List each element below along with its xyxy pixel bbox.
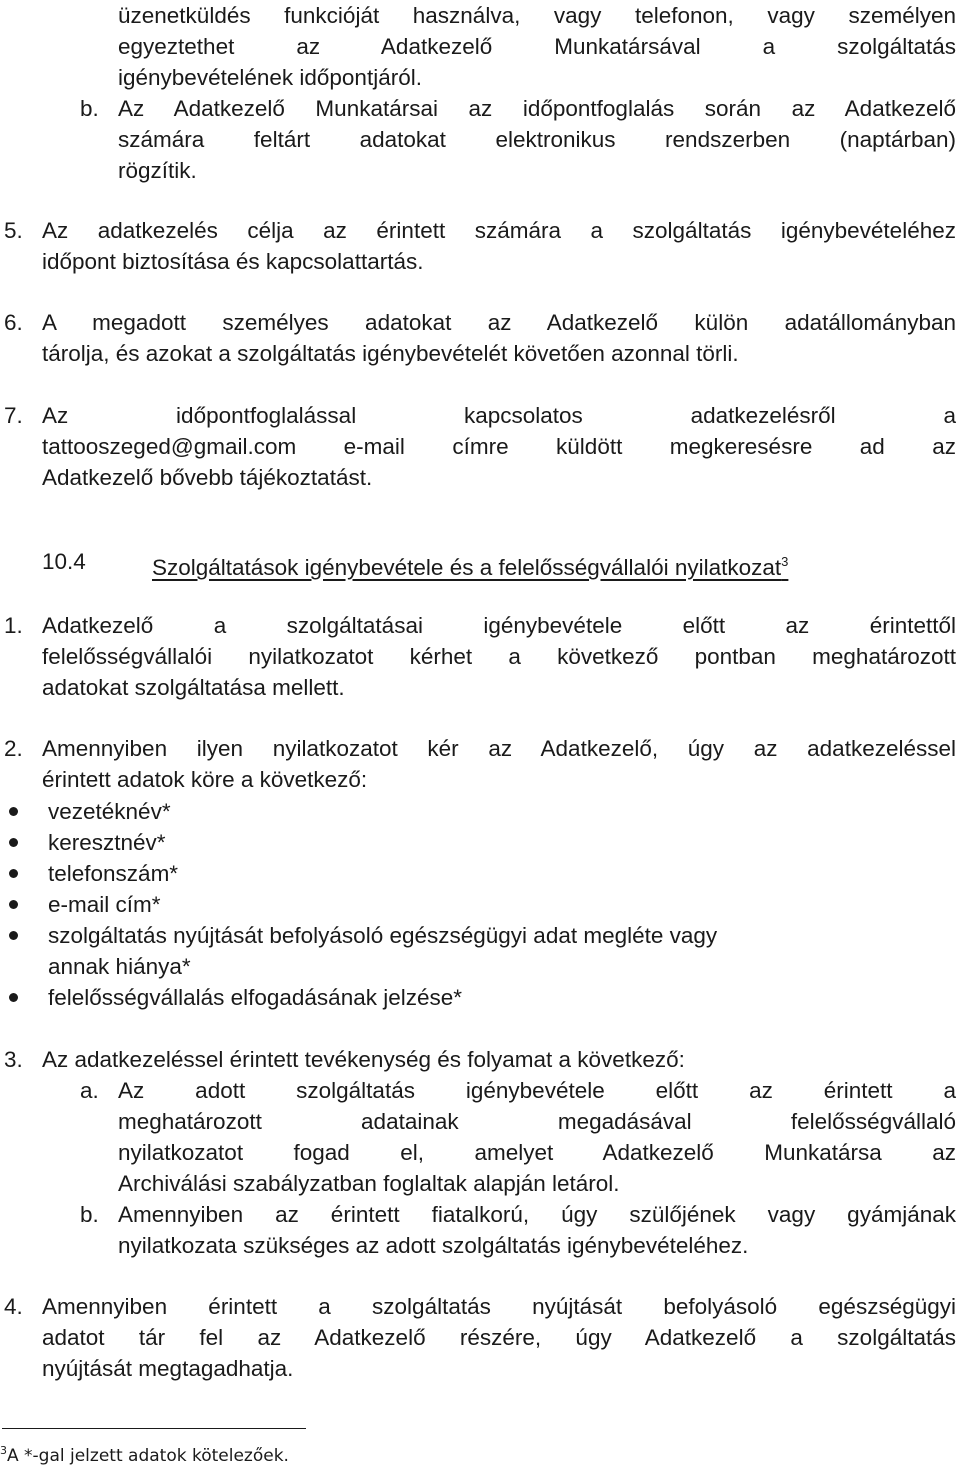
bullet-item: szolgáltatás nyújtását befolyásoló egészségügyi adat megléte vagy [48, 923, 718, 948]
text-line: Adatkezelő a szolgáltatásai igénybevétele előtt az érintettől [42, 613, 956, 638]
text-line: üzenetküldés funkcióját használva, vagy telefonon, vagy személyen [118, 3, 956, 28]
list-item-1 [42, 610, 956, 703]
bullet-dot [9, 993, 18, 1002]
paragraph-continuation [118, 0, 956, 93]
footnote-ref[interactable]: 3 [781, 554, 789, 569]
bullet-dot [9, 931, 18, 940]
text-line: A megadott személyes adatokat az Adatkezelő külön adatállományban [42, 310, 956, 335]
text-line: rögzítik. [118, 158, 197, 183]
text-line: nyilatkozatot fogad el, amelyet Adatkezelő Munkatársa az [118, 1140, 956, 1165]
list-marker: 3. [4, 1047, 23, 1072]
footnote [0, 1440, 289, 1467]
bullet-item: keresztnév* [48, 830, 166, 855]
list-item-5 [42, 215, 956, 277]
bullet-item: e-mail cím* [48, 892, 161, 917]
list-item-6 [42, 307, 956, 369]
text-line: Az adatkezelés célja az érintett számára a szolgáltatás igénybevételéhez [42, 218, 956, 243]
bullet-item: vezetéknév* [48, 799, 171, 824]
bullet-dot [9, 869, 18, 878]
list-marker: 6. [4, 310, 23, 335]
list-item-3b [118, 1199, 956, 1261]
footnote-text: A *-gal jelzett adatok kötelezőek. [7, 1446, 289, 1466]
bullet-item-continuation: annak hiánya* [48, 954, 191, 979]
text-line: tárolja, és azokat a szolgáltatás igénybevételét követően azonnal törli. [42, 341, 739, 366]
text-line: adatot tár fel az Adatkezelő részére, úgy Adatkezelő a szolgáltatás [42, 1325, 956, 1350]
text-line: Az időpontfoglalással kapcsolatos adatkezelésről a [42, 403, 956, 428]
section-title-text: Szolgáltatások igénybevétele és a felelősségvállalói nyilatkozat [152, 555, 782, 580]
footnote-mark: 3 [0, 1444, 7, 1457]
bullet-dot [9, 900, 18, 909]
section-number: 10.4 [42, 549, 86, 574]
text-line: Adatkezelő bővebb tájékoztatást. [42, 465, 373, 490]
text-line: Archiválási szabályzatban foglaltak alapján letárol. [118, 1171, 620, 1196]
list-marker: 5. [4, 218, 23, 243]
text-line: nyilatkozata szükséges az adott szolgáltatás igénybevételéhez. [118, 1233, 749, 1258]
list-marker: 1. [4, 613, 23, 638]
text-line: egyeztethet az Adatkezelő Munkatársával a szolgáltatás [118, 34, 956, 59]
bullet-item: telefonszám* [48, 861, 179, 886]
list-marker: b. [80, 96, 99, 121]
text-line: felelősségvállalói nyilatkozatot kérhet a következő pontban meghatározott [42, 644, 956, 669]
text-line: Az Adatkezelő Munkatársai az időpontfoglalás során az Adatkezelő [118, 96, 956, 121]
text-line: tattooszeged@gmail.com e-mail címre küldött megkeresésre ad az [42, 434, 956, 459]
text-line: számára feltárt adatokat elektronikus rendszerben (naptárban) [118, 127, 956, 152]
text-line: meghatározott adatainak megadásával felelősségvállaló [118, 1109, 956, 1134]
text-line: adatokat szolgáltatása mellett. [42, 675, 345, 700]
text-line: nyújtását megtagadhatja. [42, 1356, 294, 1381]
list-marker: 7. [4, 403, 23, 428]
list-item-3: Az adatkezeléssel érintett tevékenység és folyamat a következő: [42, 1047, 685, 1072]
text-line: Amennyiben ilyen nyilatkozatot kér az Adatkezelő, úgy az adatkezeléssel [42, 736, 956, 761]
list-marker: a. [80, 1078, 99, 1103]
bullet-item: felelősségvállalás elfogadásának jelzése* [48, 985, 463, 1010]
footnote-separator [2, 1428, 306, 1429]
bullet-dot [9, 807, 18, 816]
text-line: időpont biztosítása és kapcsolattartás. [42, 249, 424, 274]
list-item-3a [118, 1075, 956, 1199]
list-marker: b. [80, 1202, 99, 1227]
list-item-7 [42, 400, 956, 493]
list-marker: 2. [4, 736, 23, 761]
list-item-b [118, 93, 956, 186]
bullet-dot [9, 838, 18, 847]
list-item-2 [42, 733, 956, 795]
text-line: Amennyiben érintett a szolgáltatás nyújtását befolyásoló egészségügyi [42, 1294, 956, 1319]
list-marker: 4. [4, 1294, 23, 1319]
text-line: érintett adatok köre a következő: [42, 767, 368, 792]
list-item-4 [42, 1291, 956, 1384]
text-line: Az adott szolgáltatás igénybevétele előtt az érintett a [118, 1078, 956, 1103]
section-title [152, 546, 788, 583]
text-line: igénybevételének időpontjáról. [118, 65, 422, 90]
text-line: Amennyiben az érintett fiatalkorú, úgy szülőjének vagy gyámjának [118, 1202, 956, 1227]
